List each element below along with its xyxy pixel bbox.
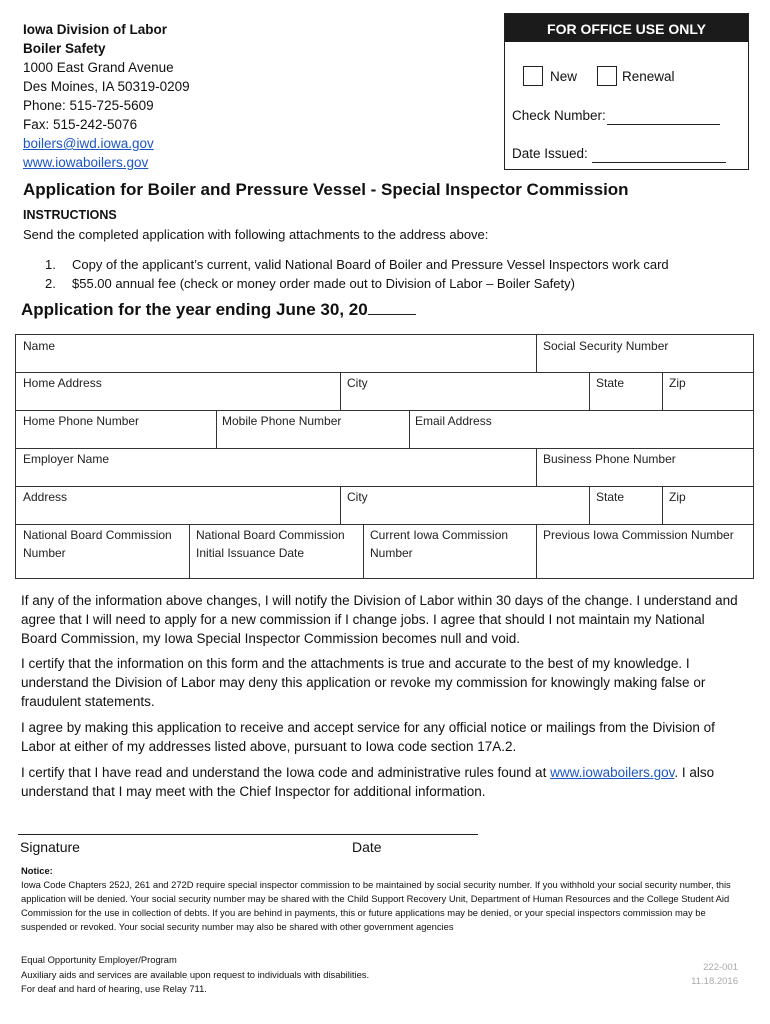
previous-iowa-commission-field[interactable]: Previous Iowa Commission Number bbox=[543, 528, 734, 542]
mobile-phone-field[interactable]: Mobile Phone Number bbox=[222, 414, 342, 428]
date-label: Date bbox=[352, 839, 382, 855]
ssn-notice bbox=[21, 864, 733, 934]
attachments-list bbox=[45, 255, 669, 293]
statement-changes: If any of the information above changes, I will notify the Division of Labor within 30 days of the change. I understand and agree that I will need to apply for a new commission if I change jobs. I agree that should I not maintain my National Board Commission, my Iowa Special Inspector Commission becomes null and void. bbox=[21, 593, 738, 646]
date-issued-line[interactable] bbox=[592, 162, 726, 163]
agency-street: 1000 East Grand Avenue bbox=[23, 60, 174, 75]
agency-city: Des Moines, IA 50319-0209 bbox=[23, 79, 190, 94]
year-heading: Application for the year ending June 30, 20 bbox=[21, 300, 416, 320]
agency-name: Iowa Division of Labor bbox=[23, 22, 168, 37]
current-iowa-commission-field[interactable]: Current Iowa Commission Number bbox=[370, 528, 509, 560]
check-number-line[interactable] bbox=[607, 124, 720, 125]
ssn-field[interactable]: Social Security Number bbox=[543, 339, 669, 353]
check-number-label: Check Number: bbox=[512, 108, 606, 123]
agency-phone: Phone: 515-725-5609 bbox=[23, 98, 154, 113]
home-state-field[interactable]: State bbox=[596, 376, 625, 390]
agency-fax: Fax: 515-242-5076 bbox=[23, 117, 138, 132]
date-issued-label: Date Issued: bbox=[512, 146, 588, 161]
agency-header bbox=[23, 20, 190, 172]
business-state-field[interactable]: State bbox=[596, 490, 625, 504]
home-zip-field[interactable]: Zip bbox=[669, 376, 686, 390]
home-phone-field[interactable]: Home Phone Number bbox=[23, 414, 140, 428]
office-use-title: FOR OFFICE USE ONLY bbox=[505, 14, 748, 42]
form-title: Application for Boiler and Pressure Vessel - Special Inspector Commission bbox=[23, 180, 629, 199]
statement-code: I certify that I have read and understand the Iowa code and administrative rules found at www.iowaboilers.gov. I also understand that I may meet with the Chief Inspector for additional information. bbox=[21, 765, 715, 799]
statement-certify: I certify that the information on this form and the attachments is true and accurate to the best of my knowledge. I understand the Division of Labor may deny this application or revoke my commission for knowingly making false or fraudulent statements. bbox=[21, 656, 706, 709]
business-zip-field[interactable]: Zip bbox=[669, 490, 686, 504]
new-label: New bbox=[550, 69, 578, 84]
agency-division: Boiler Safety bbox=[23, 41, 106, 56]
business-city-field[interactable]: City bbox=[347, 490, 368, 504]
applicant-info-table bbox=[15, 334, 754, 579]
instructions-heading: INSTRUCTIONS bbox=[23, 208, 117, 222]
agency-website-link[interactable]: www.iowaboilers.gov bbox=[23, 155, 149, 170]
nb-issuance-date-field[interactable]: National Board Commission Initial Issuance Date bbox=[196, 528, 345, 560]
new-checkbox[interactable] bbox=[523, 66, 543, 86]
office-use-box bbox=[504, 13, 749, 170]
year-blank[interactable] bbox=[368, 300, 416, 315]
instructions-text: Send the completed application with following attachments to the address above: bbox=[23, 227, 489, 242]
renewal-label: Renewal bbox=[622, 69, 675, 84]
business-phone-field[interactable]: Business Phone Number bbox=[543, 452, 676, 466]
notice-heading: Notice: bbox=[21, 865, 53, 876]
agency-email-link[interactable]: boilers@iwd.iowa.gov bbox=[23, 136, 154, 151]
notice-text: Iowa Code Chapters 252J, 261 and 272D require special inspector commission to be maintained by social security number. If you withhold your social security number, this application will be denied. Your social security number may be shared with the Child Support Recovery Unit, Department of Human Resources and the College Student Aid Commission for the use in collection of debts. If you are behind in payments, this or future applications may be denied, or your special inspectors commission may be suspended or revoked. Your social security number may also be shared with other government agencies bbox=[21, 879, 731, 932]
list-item: 2. $55.00 annual fee (check or money order made out to Division of Labor – Boiler Safety) bbox=[45, 276, 575, 291]
name-field[interactable]: Name bbox=[23, 339, 56, 353]
nb-commission-number-field[interactable]: National Board Commission Number bbox=[23, 528, 172, 560]
employer-name-field[interactable]: Employer Name bbox=[23, 452, 110, 466]
signature-label: Signature bbox=[20, 839, 80, 855]
form-number: 222-001 11.18.2016 bbox=[691, 962, 738, 987]
home-city-field[interactable]: City bbox=[347, 376, 368, 390]
renewal-checkbox[interactable] bbox=[597, 66, 617, 86]
home-address-field[interactable]: Home Address bbox=[23, 376, 102, 390]
business-address-field[interactable]: Address bbox=[23, 490, 68, 504]
signature-line[interactable] bbox=[18, 834, 478, 835]
iowaboilers-link[interactable]: www.iowaboilers.gov bbox=[550, 765, 675, 780]
statement-service: I agree by making this application to receive and accept service for any official notice or mailings from the Division of Labor at either of my addresses listed above, pursuant to Iowa code section 17A.2. bbox=[21, 720, 715, 754]
footer-eoe: Equal Opportunity Employer/Program Auxiliary aids and services are available upon request to individuals with disabilities. For deaf and hard of hearing, use Relay 711. bbox=[21, 954, 370, 994]
list-item: 1. Copy of the applicant’s current, valid National Board of Boiler and Pressure Vessel Inspectors work card bbox=[45, 257, 669, 272]
email-field[interactable]: Email Address bbox=[415, 414, 492, 428]
